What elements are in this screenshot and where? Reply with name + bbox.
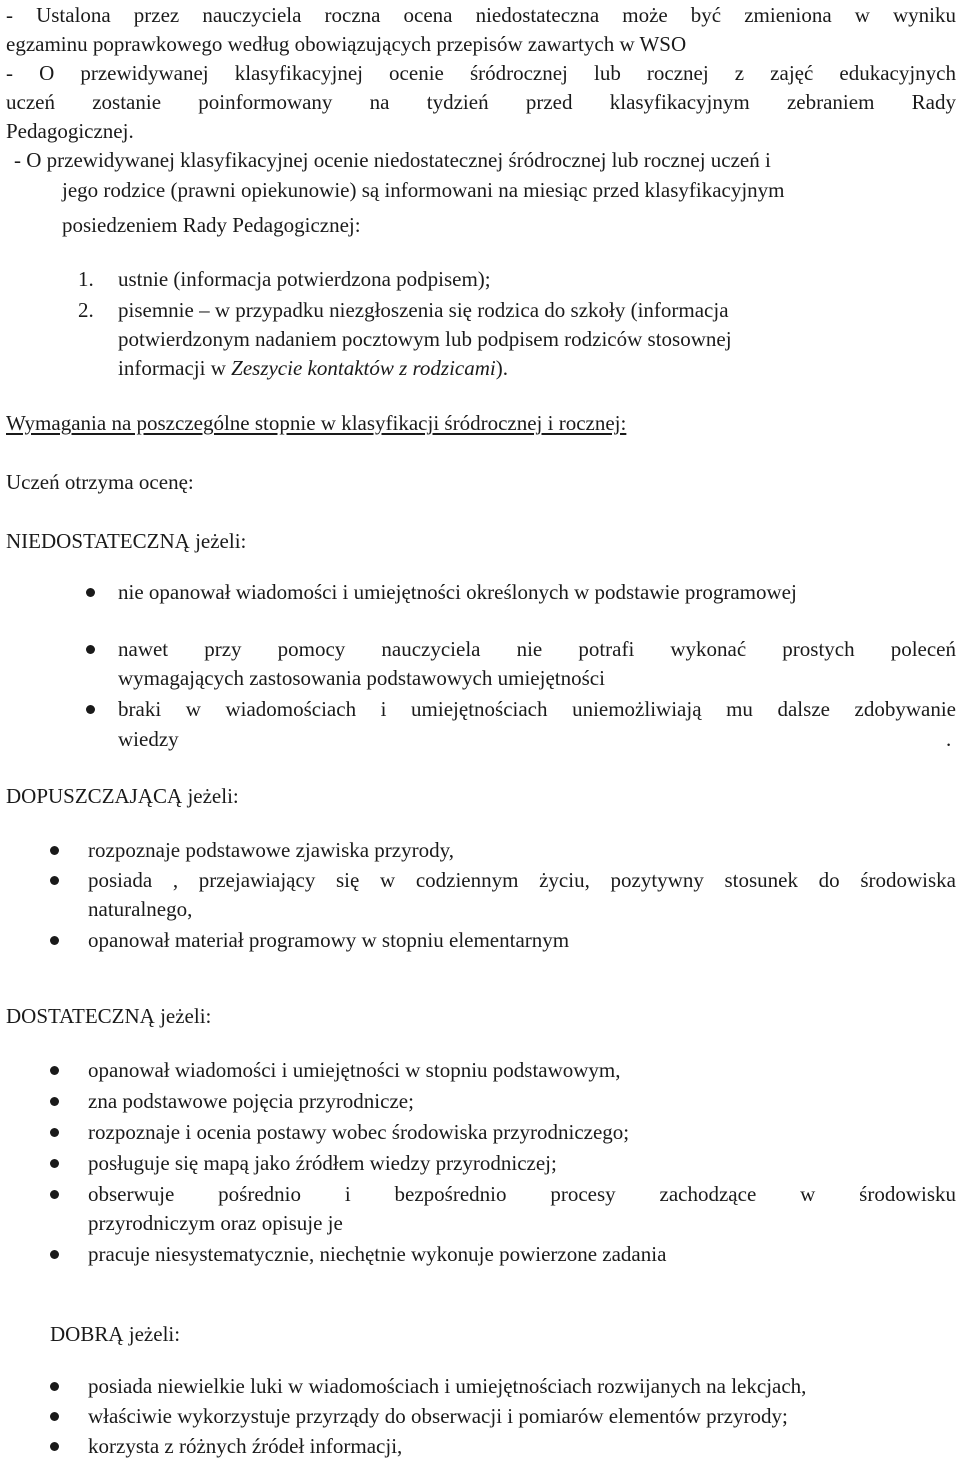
- grade-heading-dst: DOSTATECZNĄ jeżeli:: [6, 1004, 212, 1028]
- dst-item-2: zna podstawowe pojęcia przyrodnicze;: [88, 1089, 414, 1113]
- list-number-1: 1.: [78, 267, 94, 291]
- student-label: Uczeń otrzyma ocenę:: [6, 470, 194, 494]
- ndst-item-3-line-2: wiedzy: [118, 727, 179, 751]
- bullet-icon: [50, 876, 59, 885]
- list-item-2-line-3: informacji w Zeszycie kontaktów z rodzicami).: [118, 356, 508, 380]
- db-item-2: właściwie wykorzystuje przyrządy do obserwacji i pomiarów elementów przyrody;: [88, 1404, 788, 1428]
- ndst-item-3-period: .: [946, 727, 952, 751]
- bullet-icon: [86, 645, 95, 654]
- grade-heading-db: DOBRĄ jeżeli:: [50, 1322, 181, 1346]
- dst-item-1: opanował wiadomości i umiejętności w stopniu podstawowym,: [88, 1058, 621, 1082]
- bullet-icon: [50, 1442, 59, 1451]
- list-item-2-line-2: potwierdzonym nadaniem pocztowym lub podpisem rodziców stosownej: [118, 327, 732, 351]
- intro-line-2: egzaminu poprawkowego według obowiązujących przepisów zawartych w WSO: [6, 32, 687, 56]
- bullet-icon: [86, 705, 95, 714]
- dst-item-5-line-1: obserwuje pośrednio i bezpośrednio procesy zachodzące w środowisku: [88, 1182, 956, 1206]
- bullet-icon: [50, 1159, 59, 1168]
- bullet-icon: [50, 1128, 59, 1137]
- intro-line-6: - O przewidywanej klasyfikacyjnej ocenie niedostatecznej śródrocznej lub rocznej uczeń i: [14, 148, 771, 172]
- grade-heading-dop: DOPUSZCZAJĄCĄ jeżeli:: [6, 784, 239, 808]
- intro-line-7: jego rodzice (prawni opiekunowie) są informowani na miesiąc przed klasyfikacyjnym: [62, 178, 785, 202]
- ndst-item-1: nie opanował wiadomości i umiejętności określonych w podstawie programowej: [118, 580, 797, 604]
- intro-line-8: posiedzeniem Rady Pedagogicznej:: [62, 213, 361, 237]
- dop-item-2-line-2: naturalnego,: [88, 897, 193, 921]
- dst-item-6: pracuje niesystematycznie, niechętnie wykonuje powierzone zadania: [88, 1242, 667, 1266]
- notebook-title: Zeszycie kontaktów z rodzicami: [231, 356, 496, 380]
- bullet-icon: [50, 936, 59, 945]
- bullet-icon: [50, 1382, 59, 1391]
- bullet-icon: [86, 588, 95, 597]
- intro-line-5: Pedagogicznej.: [6, 119, 134, 143]
- bullet-icon: [50, 846, 59, 855]
- dst-item-5-line-2: przyrodniczym oraz opisuje je: [88, 1211, 343, 1235]
- list-item-2-line-1: pisemnie – w przypadku niezgłoszenia się rodzica do szkoły (informacja: [118, 298, 729, 322]
- list-item-1: ustnie (informacja potwierdzona podpisem);: [118, 267, 491, 291]
- intro-line-3: - O przewidywanej klasyfikacyjnej ocenie śródrocznej lub rocznej z zajęć edukacyjnych: [6, 61, 956, 85]
- list-number-2: 2.: [78, 298, 94, 322]
- ndst-item-2-line-1: nawet przy pomocy nauczyciela nie potrafi wykonać prostych poleceń: [118, 637, 956, 661]
- dst-item-4: posługuje się mapą jako źródłem wiedzy przyrodniczej;: [88, 1151, 557, 1175]
- bullet-icon: [50, 1250, 59, 1259]
- ndst-item-3-line-1: braki w wiadomościach i umiejętnościach uniemożliwiają mu dalsze zdobywanie: [118, 697, 956, 721]
- grade-heading-ndst: NIEDOSTATECZNĄ jeżeli:: [6, 529, 247, 553]
- bullet-icon: [50, 1097, 59, 1106]
- dop-item-1: rozpoznaje podstawowe zjawiska przyrody,: [88, 838, 455, 862]
- bullet-icon: [50, 1190, 59, 1199]
- db-item-3: korzysta z różnych źródeł informacji,: [88, 1434, 403, 1458]
- dst-item-3: rozpoznaje i ocenia postawy wobec środowiska przyrodniczego;: [88, 1120, 630, 1144]
- bullet-icon: [50, 1066, 59, 1075]
- dop-item-2-line-1: posiada , przejawiający się w codziennym życiu, pozytywny stosunek do środowiska: [88, 868, 956, 892]
- intro-line-1: - Ustalona przez nauczyciela roczna ocena niedostateczna może być zmieniona w wyniku: [6, 3, 956, 27]
- bullet-icon: [50, 1412, 59, 1421]
- ndst-item-2-line-2: wymagających zastosowania podstawowych umiejętności: [118, 666, 605, 690]
- db-item-1: posiada niewielkie luki w wiadomościach i umiejętnościach rozwijanych na lekcjach,: [88, 1374, 807, 1398]
- dop-item-3: opanował materiał programowy w stopniu elementarnym: [88, 928, 570, 952]
- section-title: Wymagania na poszczególne stopnie w klasyfikacji śródrocznej i rocznej:: [6, 411, 627, 435]
- intro-line-4: uczeń zostanie poinformowany na tydzień przed klasyfikacyjnym zebraniem Rady: [6, 90, 956, 114]
